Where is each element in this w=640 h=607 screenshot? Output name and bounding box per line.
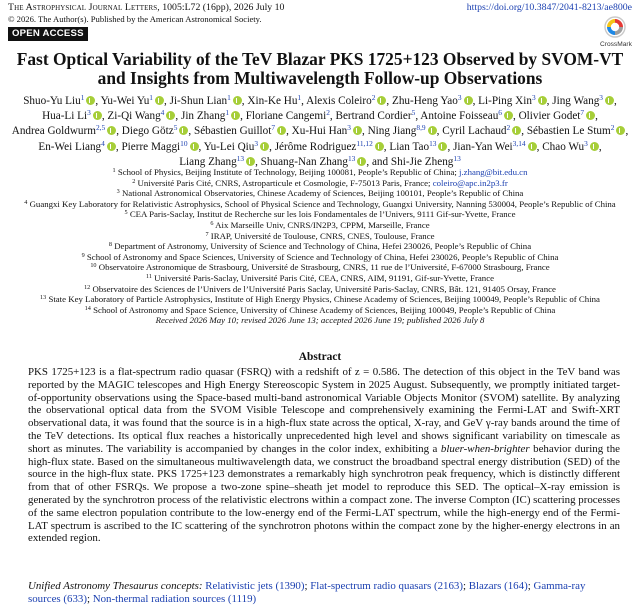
author (420, 110, 513, 122)
author-name: Xin-Ke Hu (247, 95, 298, 107)
author-name: Yu-Lei Qiu (203, 140, 255, 153)
crossmark-label: CrossMark (600, 41, 632, 48)
author (247, 95, 301, 107)
author-name: Lian Tao (389, 140, 430, 153)
author (122, 125, 189, 137)
orcid-icon[interactable] (107, 126, 116, 135)
affiliation-marker[interactable]: 1 (227, 93, 231, 102)
affiliation-marker[interactable]: 2 (326, 108, 330, 118)
affiliation-item (6, 294, 634, 305)
author-name: Bertrand Cordier (335, 110, 412, 123)
orcid-icon[interactable] (277, 126, 286, 135)
affiliation-marker[interactable]: 10 (180, 138, 188, 148)
affiliation-item (6, 178, 634, 189)
affiliation-text: Université Paris-Saclay, Université Paris Cité, CEA, CNRS, AIM, 91191, Gif-sur-Yvette, France (154, 272, 495, 283)
author-name: Antoine Foisseau (420, 110, 499, 123)
orcid-icon[interactable] (166, 111, 175, 120)
email-link[interactable]: j.zhang@bit.edu.cn (459, 167, 528, 177)
uat-concepts: Unified Astronomy Thesaurus concepts: Relativistic jets (1390); Flat-spectrum radio quasars (2163); Blazars (164); Gamma-ray sources (633); Non-thermal radiation sources (1119) (28, 580, 586, 605)
author (274, 138, 384, 153)
author (170, 95, 242, 107)
affiliation-marker[interactable]: 2,5 (95, 123, 106, 133)
affiliation-number: 6 (210, 219, 214, 227)
affiliation-marker[interactable]: 7 (580, 108, 585, 118)
affiliation-marker[interactable]: 1 (297, 93, 302, 102)
orcid-icon[interactable] (538, 96, 547, 105)
affiliation-text: Université Paris Cité, CNRS, Astroparticule et Cosmologie, F-75013 Paris, France; (137, 177, 431, 188)
author (107, 110, 175, 122)
paper-title: Fast Optical Variability of the TeV Blazar PKS 1725+123 Observed by SVOM-VT and Insights from Multiwavelength Follow-up Observations (16, 49, 624, 88)
orcid-icon[interactable] (616, 126, 625, 135)
author (392, 95, 473, 107)
copyright-notice: © 2026. The Author(s). Published by the American Astronomical Society. (8, 14, 262, 24)
email-link[interactable]: coleiro@apc.in2p3.fr (432, 177, 508, 188)
affiliation-marker[interactable]: 4 (160, 108, 165, 118)
author-name: Hua-Li Li (42, 110, 88, 123)
affiliation-item (6, 284, 634, 295)
author-name: En-Wei Liang (38, 140, 102, 153)
orcid-icon[interactable] (428, 126, 437, 135)
orcid-icon[interactable] (353, 126, 362, 135)
author (292, 125, 362, 137)
orcid-icon[interactable] (93, 111, 102, 120)
affiliation-marker[interactable]: 13 (453, 153, 461, 163)
orcid-icon[interactable] (375, 142, 384, 151)
author-name: Floriane Cangemi (245, 110, 327, 123)
author-name: Jian-Yan Wei (453, 140, 513, 153)
abstract-heading: Abstract (298, 351, 342, 363)
affiliation-text: Observatoire Astronomique de Strasbourg, Université de Strasbourg, CNRS, 11 rue de l’Université, F-67000 Strasbourg, France (98, 262, 550, 273)
uat-concept-link[interactable]: Flat-spectrum radio quasars (2163) (310, 580, 463, 592)
author (260, 153, 367, 168)
affiliation-number: 2 (132, 177, 136, 185)
affiliation-text: State Key Laboratory of Particle Astrophysics, Institute of High Energy Physics, Chinese Academy of Sciences, Beijing 100049, People’s Republic of China (48, 294, 600, 305)
author (542, 138, 599, 153)
orcid-icon[interactable] (586, 111, 595, 120)
author (38, 138, 115, 153)
affiliation-marker[interactable]: 5 (411, 108, 416, 118)
affiliation-text: Observatoire des Sciences de l’Univers de l’Université Paris Saclay, Université Paris-Saclay, CNRS, Bât. 121, 91405 Orsay, France (92, 283, 556, 294)
author-name: Jin Zhang (180, 110, 226, 123)
orcid-icon[interactable] (231, 111, 240, 120)
affiliation-text: National Astronomical Observatories, Chinese Academy of Sciences, Beijing 100101, People’s Republic of China (121, 188, 524, 199)
orcid-icon[interactable] (512, 126, 521, 135)
author-name: Ning Jiang (367, 125, 417, 138)
affiliation-text: School of Astronomy and Space Sciences, University of Science and Technology of China, Hefei 230026, People’s Republic of China (86, 251, 559, 262)
affiliation-number: 4 (24, 198, 28, 206)
orcid-icon[interactable] (528, 142, 537, 151)
orcid-icon[interactable] (260, 142, 269, 151)
affiliation-item (6, 241, 634, 252)
author (203, 138, 269, 153)
author (42, 110, 102, 122)
author (306, 95, 386, 107)
affiliation-number: 14 (84, 304, 91, 312)
affiliation-text: Department of Astronomy, University of Science and Technology of China, Hefei 230026, People’s Republic of China (114, 241, 532, 252)
author-name: Ji-Shun Lian (169, 95, 228, 107)
affiliation-marker[interactable]: 13 (347, 153, 356, 163)
affiliation-number: 1 (112, 167, 116, 174)
volume-pages: 1005:L72 (16pp), 2026 July 10 (162, 2, 285, 13)
author-name: Pierre Maggi (121, 140, 181, 153)
affiliation-item (6, 273, 634, 284)
orcid-icon[interactable] (155, 96, 164, 105)
affiliation-marker[interactable]: 3 (599, 93, 603, 102)
affiliation-marker[interactable]: 8,9 (416, 123, 426, 133)
affiliation-item (6, 220, 634, 231)
author-name: Andrea Goldwurm (11, 125, 96, 138)
affiliation-marker[interactable]: 1 (149, 93, 153, 102)
affiliation-number: 3 (116, 188, 120, 196)
affiliation-text: Aix Marseille Univ, CNRS/IN2P3, CPPM, Marseille, France (215, 219, 430, 230)
author (442, 125, 521, 137)
author (368, 125, 437, 137)
affiliation-number: 13 (40, 294, 47, 302)
author-name: Li-Ping Xin (478, 95, 532, 107)
affiliation-number: 10 (90, 262, 97, 270)
author-list: Shuo-Yu Liu$^1$ , Yu-Wei Yu$^1$ , Ji-Shun Lian$^1$ , Xin-Ke Hu$^1$, Alexis Coleiro$^2$ , Zhu-Heng Yao$^3$ , Li-Ping Xin$^3$ , Jing Wang$^3$ , Hua-Li Li$^3$ , Zi-Qi Wang$^4$ , Jin Zhang$^1$ , Floriane Cangemi$^2$, Bertrand Cordier$^5$, Antoine Foisseau$^6$ , Olivier Godet$^7$ , Andrea Goldwurm$^{2,5}$ , Diego Götz$^5$ , Sébastien Guillot$^7$ , Xu-Hui Han$^3$ , Ning Jiang$^{8,9}$ , Cyril Lachaud$^2$ , Sébastien Le Stum$^2$ , En-Wei Liang$^4$ , Pierre Maggi$^{10}$ , Yu-Lei Qiu$^3$ , Jérôme Rodriguez$^{11,12}$ , Lian Tao$^{13}$ , Jian-Yan Wei$^{3,14}$ , Chao Wu$^3$ , Liang Zhang$^{13}$ , Shuang-Nan Zhang$^{13}$ , and Shi-Jie Zheng$^{13}$ (11, 93, 629, 168)
affiliation-item (6, 209, 634, 220)
author-name: Cyril Lachaud (442, 125, 507, 138)
affiliation-marker[interactable]: 2 (371, 93, 376, 102)
author-name: Jing Wang (552, 95, 600, 107)
affiliation-item (6, 252, 634, 263)
affiliation-marker[interactable]: 3 (254, 138, 259, 148)
affiliation-marker[interactable]: 5 (173, 123, 178, 133)
author (23, 95, 95, 107)
affiliation-item (6, 231, 634, 242)
author-name: Alexis Coleiro (306, 95, 372, 107)
orcid-icon[interactable] (438, 142, 447, 151)
affiliation-marker[interactable]: 11,12 (356, 138, 373, 148)
affiliation-marker[interactable]: 1 (225, 108, 230, 118)
orcid-icon[interactable] (107, 142, 116, 151)
author-name: Diego Götz (121, 125, 174, 138)
uat-concept-link[interactable]: Non-thermal radiation sources (1119) (92, 592, 257, 605)
affiliation-marker[interactable]: 2 (506, 123, 511, 133)
abstract-text-part-1: PKS 1725+123 is a flat-spectrum radio quasar (FSRQ) with a redshift of z = 0.586. The detection of this object in the TeV band was reported by the MAGIC telescopes and High Energy Stereoscopic System in 2025 August. Subsequently, we promptly initiated target-of-opportunity observations using the Space-based multi-band astronomical Variable Objects Monitor (SVOM) satellite. By analyzing the observational optical data from the SVOM Visible Telescope and comprehensively examining the Fermi-LAT and Swift-XRT observational data, it was found that the source is in a high-flux state across the optical, X-ray, and GeV γ-ray bands around the time of the TeV detections. Its optical flux reaches a historically unprecedented high level and shows significant variability on timescale as short as minutes. The variability is accompanied by changes in the color index, exhibiting a (28, 366, 620, 455)
author (181, 110, 240, 122)
author-name: Shuang-Nan Zhang (260, 155, 348, 168)
affiliation-item (6, 199, 634, 210)
affiliation-text: Guangxi Key Laboratory for Relativistic Astrophysics, School of Physical Science and Technology, Guangxi University, Nanning 530004, People’s Republic of China (29, 198, 616, 209)
affiliation-marker[interactable]: 3 (584, 138, 588, 148)
author-name: Yu-Wei Yu (100, 95, 150, 107)
author (12, 125, 116, 137)
author (527, 125, 626, 137)
affiliation-number: 5 (124, 209, 128, 217)
author (390, 153, 461, 168)
affiliation-marker[interactable]: 13 (429, 138, 437, 148)
orcid-icon[interactable] (590, 142, 599, 151)
orcid-icon[interactable] (233, 96, 242, 105)
affiliation-marker[interactable]: 2 (610, 123, 615, 133)
journal-name: The Astrophysical Journal Letters, (8, 2, 160, 13)
affiliation-text: School of Physics, Beijing Institute of Technology, Beijing 100081, People’s Republic of China; (117, 167, 457, 177)
affiliation-item (6, 305, 634, 316)
abstract-emphasis: bluer-when-brighter (440, 442, 530, 455)
crossmark-button[interactable] (600, 16, 630, 51)
affiliation-list (6, 167, 634, 326)
crossmark-icon (604, 16, 626, 38)
uat-concept-link[interactable]: Relativistic jets (1390) (205, 580, 305, 592)
author (101, 95, 164, 107)
author-name: Chao Wu (542, 140, 585, 153)
orcid-icon[interactable] (464, 96, 473, 105)
author (121, 138, 198, 153)
author-name: Sébastien Le Stum (526, 125, 611, 138)
affiliation-marker[interactable]: 3 (347, 123, 351, 133)
orcid-icon[interactable] (179, 126, 188, 135)
affiliation-text: School of Astronomy and Space Science, University of Chinese Academy of Sciences, Beijing 100049, People’s Republic of China (93, 304, 556, 315)
orcid-icon[interactable] (86, 96, 95, 105)
publication-history: Received 2026 May 10; revised 2026 June 13; accepted 2026 June 19; published 2026 July 8 (155, 315, 485, 326)
affiliation-number: 12 (84, 283, 91, 291)
affiliation-item (6, 262, 634, 273)
affiliation-marker[interactable]: 4 (101, 138, 105, 148)
author-name: Shi-Jie Zheng (390, 155, 454, 168)
affiliation-marker[interactable]: 1 (80, 93, 85, 102)
affiliation-item (6, 188, 634, 199)
author-name: Liang Zhang (179, 155, 237, 168)
author-name: Jérôme Rodriguez (274, 140, 357, 153)
uat-concept-link[interactable]: Blazars (164) (468, 580, 528, 592)
author-name: Shuo-Yu Liu (23, 95, 81, 107)
uat-label: Unified Astronomy Thesaurus concepts: (28, 580, 203, 592)
author (389, 138, 447, 153)
affiliation-number: 11 (145, 272, 152, 280)
affiliation-marker[interactable]: 3 (457, 93, 462, 102)
uat-concept-link[interactable]: Gamma-ray sources (633) (28, 580, 586, 605)
affiliation-number: 7 (205, 230, 209, 238)
author-name: Xu-Hui Han (291, 125, 348, 138)
orcid-icon[interactable] (357, 157, 366, 166)
orcid-icon[interactable] (605, 96, 614, 105)
affiliation-text: CEA Paris-Saclay, Institut de Recherche sur les lois Fondamentales de l’Univers, 9111 Gif-sur-Yvette, France (129, 209, 516, 220)
author (453, 138, 537, 153)
author-name: Sébastien Guillot (193, 125, 272, 138)
orcid-icon[interactable] (190, 142, 199, 151)
affiliation-marker[interactable]: 3 (87, 108, 91, 118)
author-name: Zi-Qi Wang (107, 110, 161, 123)
abstract-text-part-2: behavior during the high-flux state. Based on the simultaneous multiwavelength data, we construct the broadband spectral energy distribution (SED) of the source in the high-flux state. PKS 1725+123 demonstrates a remarkably high synchrotron peak frequency, which is distinctly different from that of other FSRQs. We propose a two-zone spine–sheath jet model to reproduce this SED. The optical–X-ray emission is generated by the synchrotron process of the relativistic electrons within a compact zone. The inverse Compton (IC) scattering processes of the same electron population contribute to the low-energy end of the Fermi-LAT spectrum, while the high-energy end of the Fermi-LAT spectrum is ascribed to the IC scattering of the synchrotron photons within the compact zone by the higher-energy electrons in an extended region. (28, 442, 620, 545)
abstract-body (28, 366, 620, 545)
author-and: and (371, 155, 389, 168)
author-name: Olivier Godet (518, 110, 581, 123)
doi-link[interactable]: https://doi.org/10.3847/2041-8213/ae800e (466, 2, 632, 13)
affiliation-marker[interactable]: 3 (531, 93, 536, 102)
author (194, 125, 286, 137)
affiliation-number: 8 (108, 241, 112, 249)
affiliation-number: 9 (81, 251, 85, 259)
affiliation-marker[interactable]: 3,14 (512, 138, 526, 148)
author (552, 95, 614, 107)
affiliation-marker[interactable]: 7 (271, 123, 276, 133)
orcid-icon[interactable] (504, 111, 513, 120)
author (478, 95, 546, 107)
author (246, 110, 330, 122)
author (519, 110, 596, 122)
orcid-icon[interactable] (246, 157, 255, 166)
author (179, 153, 255, 168)
affiliation-marker[interactable]: 6 (498, 108, 502, 118)
orcid-icon[interactable] (377, 96, 386, 105)
affiliation-item (6, 167, 634, 178)
author-name: Zhu-Heng Yao (391, 95, 458, 107)
affiliation-marker[interactable]: 13 (236, 153, 245, 163)
affiliation-text: IRAP, Université de Toulouse, CNRS, CNES, Toulouse, France (210, 230, 435, 241)
open-access-badge: OPEN ACCESS (8, 27, 88, 41)
author (335, 110, 415, 122)
